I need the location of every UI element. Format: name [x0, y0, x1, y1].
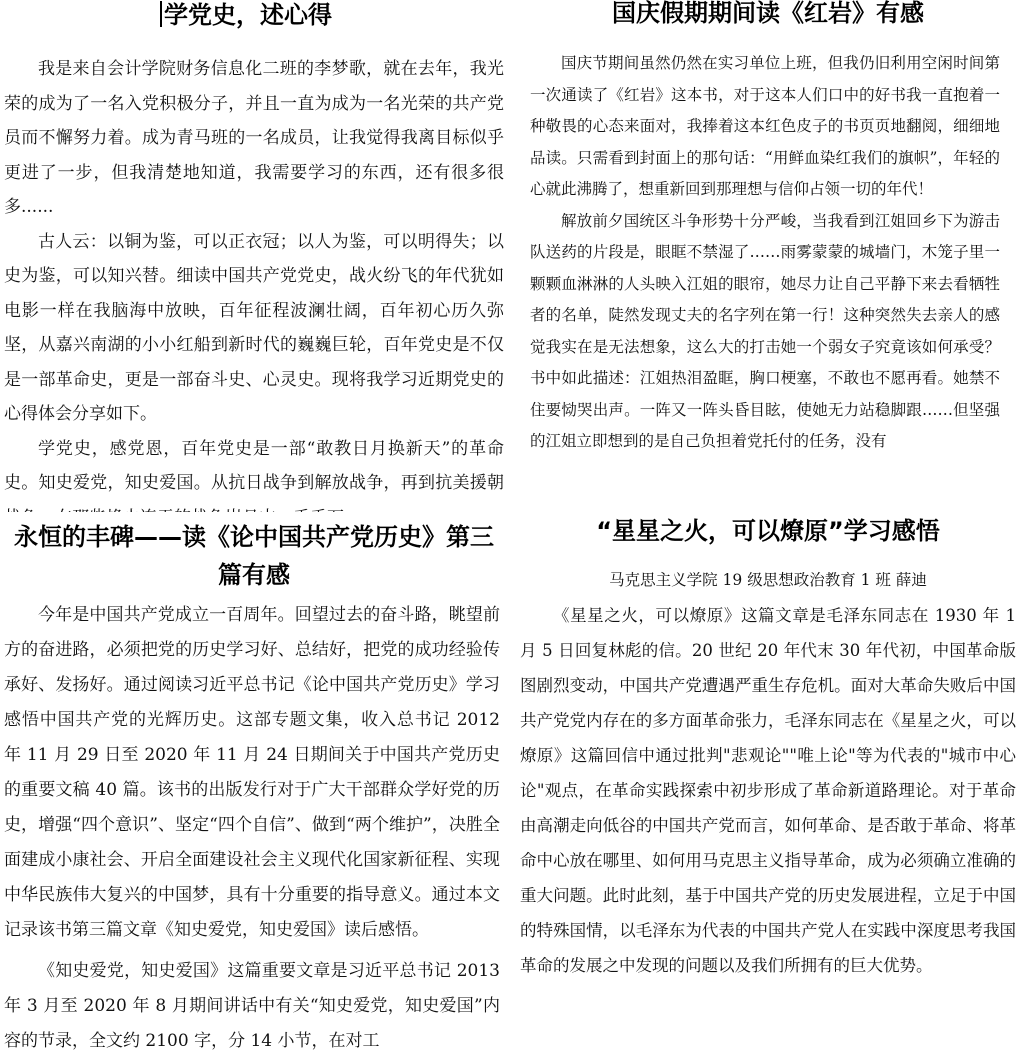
article-body	[4, 52, 504, 535]
article-title: “星星之火，可以燎原”学习感悟	[596, 517, 940, 545]
article-body	[4, 598, 500, 1059]
article-body	[530, 48, 1000, 458]
paragraph: 古人云：以铜为鉴，可以正衣冠；以人为鉴，可以明得失；以史为鉴，可以知兴替。细读中国共产党党史，战火纷飞的年代犹如电影一样在我脑海中放映，百年征程波澜壮阔，百年初心历久弥坚，从嘉兴南湖的小小红船到新时代的巍巍巨轮，百年党史是不仅是一部革命史，更是一部奋斗史、心灵史。现将我学习近期党史的心得体会分享如下。	[4, 231, 504, 424]
text-cursor	[160, 1, 162, 27]
author-byline: 马克思主义学院 19 级思想政治教育 1 班 薛迪	[609, 571, 927, 589]
article-title	[160, 0, 332, 32]
article-title: 国庆假期期间读《红岩》有感	[612, 0, 924, 27]
paragraph: 国庆节期间虽然仍然在实习单位上班，但我仍旧利用空闲时间第一次通读了《红岩》这本书，对于这本人们口中的好书我一直抱着一种敬畏的心态来面对，我捧着这本红色皮子的书页页地翻阅，细细地品读。只需看到封面上的那句话：“用鲜血染红我们的旗帜”，年轻的心就此沸腾了，想重新回到那理想与信仰占领一切的年代！	[530, 54, 1000, 198]
document-quadrant-2	[512, 0, 1024, 512]
article-body	[520, 598, 1016, 983]
paragraph: 我是来自会计学院财务信息化二班的李梦歌，就在去年，我光荣的成为了一名入党积极分子，并且一直为成为一名光荣的共产党员而不懈努力着。成为青马班的一名成员，让我觉得我离目标似乎更进了一步，但我清楚地知道，我需要学习的东西，还有很多很多......	[4, 59, 504, 217]
document-quadrant-1	[0, 0, 512, 512]
article-title-text: 学党史，述心得	[164, 1, 332, 29]
paragraph: 《知史爱党，知史爱国》这篇重要文章是习近平总书记 2013 年 3 月至 2020 年 8 月期间讲话中有关“知史爱党，知史爱国”内容的节录，全文约 2100 字，分 14 小节，在对工	[4, 961, 500, 1051]
paragraph: 解放前夕国统区斗争形势十分严峻，当我看到江姐回乡下为游击队送药的片段是，眼眶不禁湿了……雨雾蒙蒙的城墙门，木笼子里一颗颗血淋淋的人头映入江姐的眼帘，她尽力让自己平静下来去看牺牲者的名单，陡然发现丈夫的名字列在第一行！这种突然失去亲人的感觉我实在是无法想象，这么大的打击她一个弱女子究竟该如何承受？书中如此描述：江姐热泪盈眶，胸口梗塞，不敢也不愿再看。她禁不住要恸哭出声。一阵又一阵头昏目眩，使她无力站稳脚跟……但坚强的江姐立即想到的是自己负担着党托付的任务，没有	[530, 211, 1000, 450]
document-quadrant-4	[512, 512, 1024, 1024]
document-quadrant-3	[0, 512, 512, 1051]
paragraph: 今年是中国共产党成立一百周年。回望过去的奋斗路，眺望前方的奋进路，必须把党的历史学习好、总结好，把党的成功经验传承好、发扬好。通过阅读习近平总书记《论中国共产党历史》学习感悟中国共产党的光辉历史。这部专题文集，收入总书记 2012 年 11 月 29 日至 2020 年 11 月 24 日期间关于中国共产党历史的重要文稿 40 篇。该书的出版发行对于广大干部群众学好党的历史，增强“四个意识”、坚定“四个自信”、做到“两个维护”，决胜全面建成小康社会、开启全面建设社会主义现代化国家新征程、实现中华民族伟大复兴的中国梦，具有十分重要的指导意义。通过本文记录该书第三篇文章《知史爱党，知史爱国》读后感悟。	[4, 605, 500, 940]
paragraph: 《星星之火，可以燎原》这篇文章是毛泽东同志在 1930 年 1 月 5 日回复林彪的信。20 世纪 20 年代末 30 年代初，中国革命版图剧烈变动，中国共产党遭遇严重生存危机。面对大革命失败后中国共产党党内存在的多方面革命张力，毛泽东同志在《星星之火，可以燎原》这篇回信中通过批判"悲观论""唯上论"等为代表的"城市中心论"观点，在革命实践探索中初步形成了革命新道路理论。对于革命由高潮走向低谷的中国共产党而言，如何革命、是否敢于革命、将革命中心放在哪里、如何用马克思主义指导革命，成为必须确立准确的重大问题。此时此刻，基于中国共产党的历史发展进程，立足于中国的特殊国情，以毛泽东为代表的中国共产党人在实践中深度思考我国革命的发展之中发现的问题以及我们所拥有的巨大优势。	[520, 606, 1016, 975]
paragraph: 学党史，感党恩，百年党史是一部“敢教日月换新天”的革命史。知史爱党，知史爱国。从抗日战争到解放战争，再到抗美援朝	[4, 438, 504, 493]
article-title: 永恒的丰碑——读《论中国共产党历史》第三篇有感	[14, 523, 494, 589]
